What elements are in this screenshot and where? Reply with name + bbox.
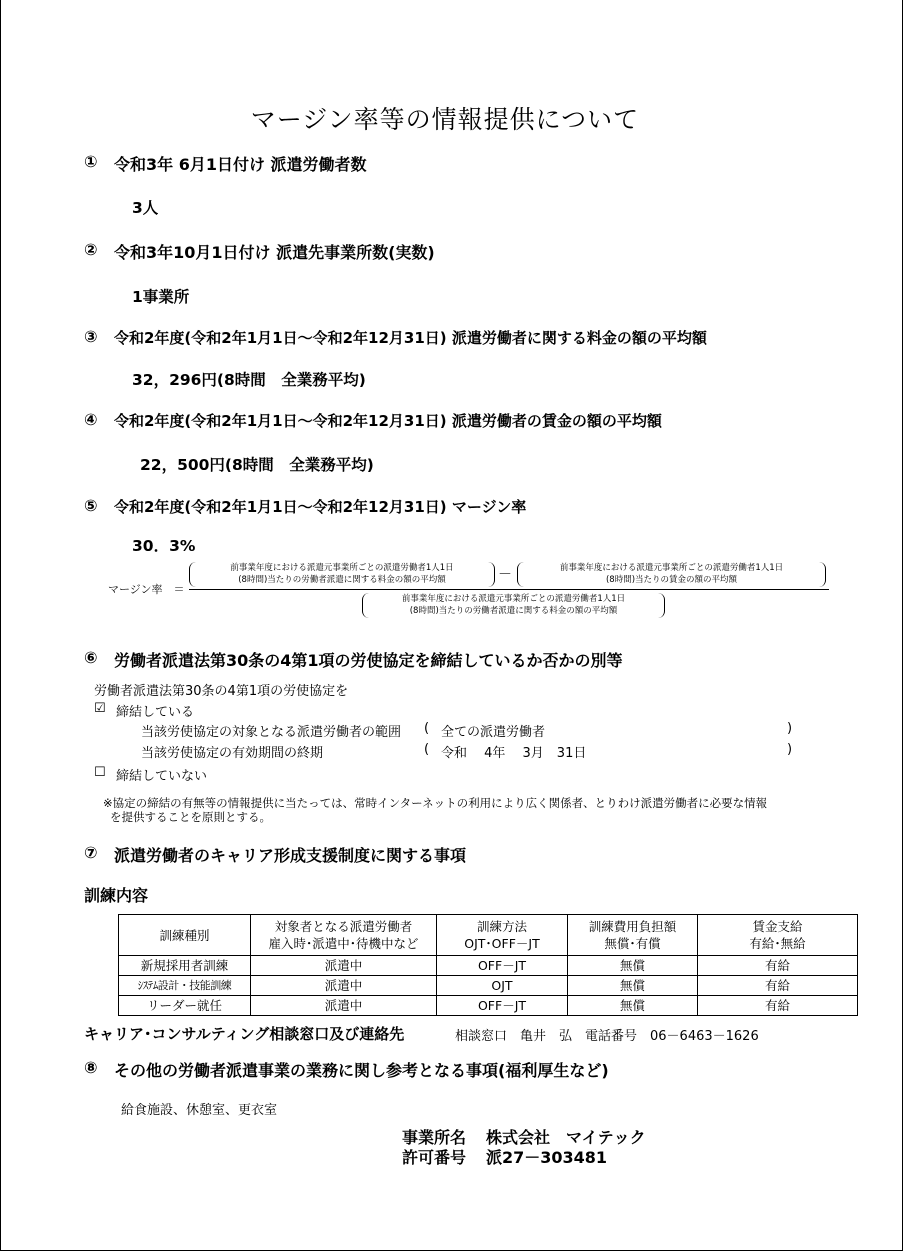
section-5-number: ⑤ bbox=[84, 496, 98, 515]
section-4-value: 22，500円(8時間 全業務平均) bbox=[140, 456, 374, 474]
section-6-heading: 労働者派遣法第30条の4第1項の労使協定を締結しているか否かの別等 bbox=[114, 651, 623, 670]
section-8-value: 給食施設、休憩室、更衣室 bbox=[121, 1103, 278, 1118]
period-value: 令和 4年 3月 31日 bbox=[441, 746, 587, 761]
section-8-number: ⑧ bbox=[84, 1058, 98, 1077]
agreement-concluded-label: 締結している bbox=[116, 705, 195, 720]
section-5-heading: 令和2年度(令和2年1月1日～令和2年12月31日) マージン率 bbox=[114, 498, 527, 516]
table-cell: OFF－JT bbox=[437, 956, 568, 976]
formula-term2-line1: 前事業年度における派遣元事業所ごとの派遣労働者1人1日 bbox=[559, 563, 784, 573]
header-method bbox=[437, 915, 568, 956]
table-row bbox=[119, 956, 858, 976]
section-3-heading: 令和2年度(令和2年1月1日～令和2年12月31日) 派遣労働者に関する料金の額の平均額 bbox=[114, 329, 707, 347]
formula-term2-line2: (8時間)当たりの賃金の額の平均額 bbox=[605, 575, 738, 585]
section-7-heading: 派遣労働者のキャリア形成支援制度に関する事項 bbox=[114, 846, 467, 865]
section-3-number: ③ bbox=[84, 327, 98, 346]
section-5-value: 30．3% bbox=[132, 537, 196, 555]
header-training-type bbox=[119, 915, 251, 956]
period-label: 当該労使協定の有効期間の終期 bbox=[141, 746, 324, 761]
header-text: 訓練種別 bbox=[159, 927, 210, 943]
table-cell: OFF－JT bbox=[437, 996, 568, 1016]
table-row bbox=[119, 976, 858, 996]
agreement-concluded-checkbox[interactable]: ☑ bbox=[94, 701, 106, 716]
page-title: マージン率等の情報提供について bbox=[250, 105, 640, 134]
scope-value: 全ての派遣労働者 bbox=[441, 725, 546, 740]
scope-open: ( bbox=[424, 721, 430, 736]
section-1-heading: 令和3年 6月1日付け 派遣労働者数 bbox=[114, 155, 367, 174]
formula-term1 bbox=[196, 562, 488, 586]
license-value: 派27－303481 bbox=[486, 1148, 608, 1167]
section-4-number: ④ bbox=[84, 410, 98, 429]
header-text: 賃金支給 bbox=[752, 919, 803, 934]
table-cell: 無償 bbox=[568, 956, 698, 976]
table-cell: ｼｽﾃﾑ設計・技能訓練 bbox=[119, 976, 251, 996]
section-3-value: 32，296円(8時間 全業務平均) bbox=[132, 371, 366, 389]
formula-minus: － bbox=[498, 567, 512, 583]
formula-label: マージン率 ＝ bbox=[108, 583, 185, 596]
agreement-not-concluded-label: 締結していない bbox=[116, 769, 208, 784]
section-1-number: ① bbox=[84, 152, 98, 171]
formula-term1-line2: (8時間)当たりの労働者派遣に関する料金の額の平均額 bbox=[238, 575, 446, 585]
period-close: ) bbox=[787, 742, 793, 757]
agreement-note-line1: ※協定の締結の有無等の情報提供に当たっては、常時インターネットの利用により広く関係者、とりわけ派遣労働者に必要な情報 bbox=[103, 796, 768, 810]
consult-label: キャリア･コンサルティング相談窓口及び連絡先 bbox=[84, 1025, 405, 1043]
agreement-not-concluded-checkbox[interactable]: ☐ bbox=[94, 765, 106, 780]
table-cell: 派遣中 bbox=[251, 996, 437, 1016]
agreement-intro: 労働者派遣法第30条の4第1項の労使協定を bbox=[94, 684, 349, 699]
table-cell: リーダー就任 bbox=[119, 996, 251, 1016]
office-name-value: 株式会社 マイテック bbox=[486, 1128, 646, 1147]
section-4-heading: 令和2年度(令和2年1月1日～令和2年12月31日) 派遣労働者の賃金の額の平均額 bbox=[114, 412, 662, 430]
section-1-value: 3人 bbox=[132, 199, 159, 217]
header-target bbox=[251, 915, 437, 956]
office-name-label: 事業所名 bbox=[402, 1128, 467, 1147]
formula-term1-line1: 前事業年度における派遣元事業所ごとの派遣労働者1人1日 bbox=[230, 563, 454, 573]
table-cell: 新規採用者訓練 bbox=[119, 956, 251, 976]
formula-denominator bbox=[369, 593, 658, 617]
table-cell: 無償 bbox=[568, 976, 698, 996]
table-header-row bbox=[119, 915, 858, 956]
header-text: 訓練費用負担額 bbox=[588, 919, 677, 934]
header-subtext: 雇入時･派遣中･待機中など bbox=[268, 936, 419, 951]
header-text: 訓練方法 bbox=[476, 919, 527, 934]
training-table bbox=[118, 914, 858, 1016]
formula-fraction-line bbox=[189, 589, 829, 590]
header-subtext: OJT･OFF－JT bbox=[464, 936, 540, 951]
section-2-number: ② bbox=[84, 240, 98, 259]
formula-denom-line2: (8時間)当たりの労働者派遣に関する料金の額の平均額 bbox=[409, 606, 618, 616]
table-cell: 有給 bbox=[698, 956, 858, 976]
header-subtext: 有給･無給 bbox=[749, 936, 806, 951]
training-subheading: 訓練内容 bbox=[84, 886, 149, 905]
section-2-value: 1事業所 bbox=[132, 288, 190, 306]
license-label: 許可番号 bbox=[402, 1148, 467, 1167]
section-7-number: ⑦ bbox=[84, 843, 98, 862]
formula-term2 bbox=[524, 562, 819, 586]
table-cell: 有給 bbox=[698, 976, 858, 996]
consult-value: 相談窓口 亀井 弘 電話番号 06－6463－1626 bbox=[455, 1029, 759, 1044]
section-2-heading: 令和3年10月1日付け 派遣先事業所数(実数) bbox=[114, 243, 435, 262]
table-cell: OJT bbox=[437, 976, 568, 996]
period-open: ( bbox=[424, 742, 430, 757]
section-6-number: ⑥ bbox=[84, 648, 98, 667]
scope-close: ) bbox=[787, 721, 793, 736]
header-wage bbox=[698, 915, 858, 956]
table-cell: 有給 bbox=[698, 996, 858, 1016]
table-cell: 派遣中 bbox=[251, 956, 437, 976]
section-8-heading: その他の労働者派遣事業の業務に関し参考となる事項(福利厚生など) bbox=[114, 1061, 609, 1080]
header-text: 対象者となる派遣労働者 bbox=[274, 919, 413, 934]
scope-label: 当該労使協定の対象となる派遣労働者の範囲 bbox=[141, 725, 402, 740]
table-row bbox=[119, 996, 858, 1016]
formula-denom-line1: 前事業年度における派遣元事業所ごとの派遣労働者1人1日 bbox=[401, 594, 626, 604]
agreement-note-line2: を提供することを原則とする。 bbox=[110, 810, 271, 824]
table-cell: 無償 bbox=[568, 996, 698, 1016]
table-cell: 派遣中 bbox=[251, 976, 437, 996]
header-cost bbox=[568, 915, 698, 956]
header-subtext: 無償･有償 bbox=[604, 936, 661, 951]
